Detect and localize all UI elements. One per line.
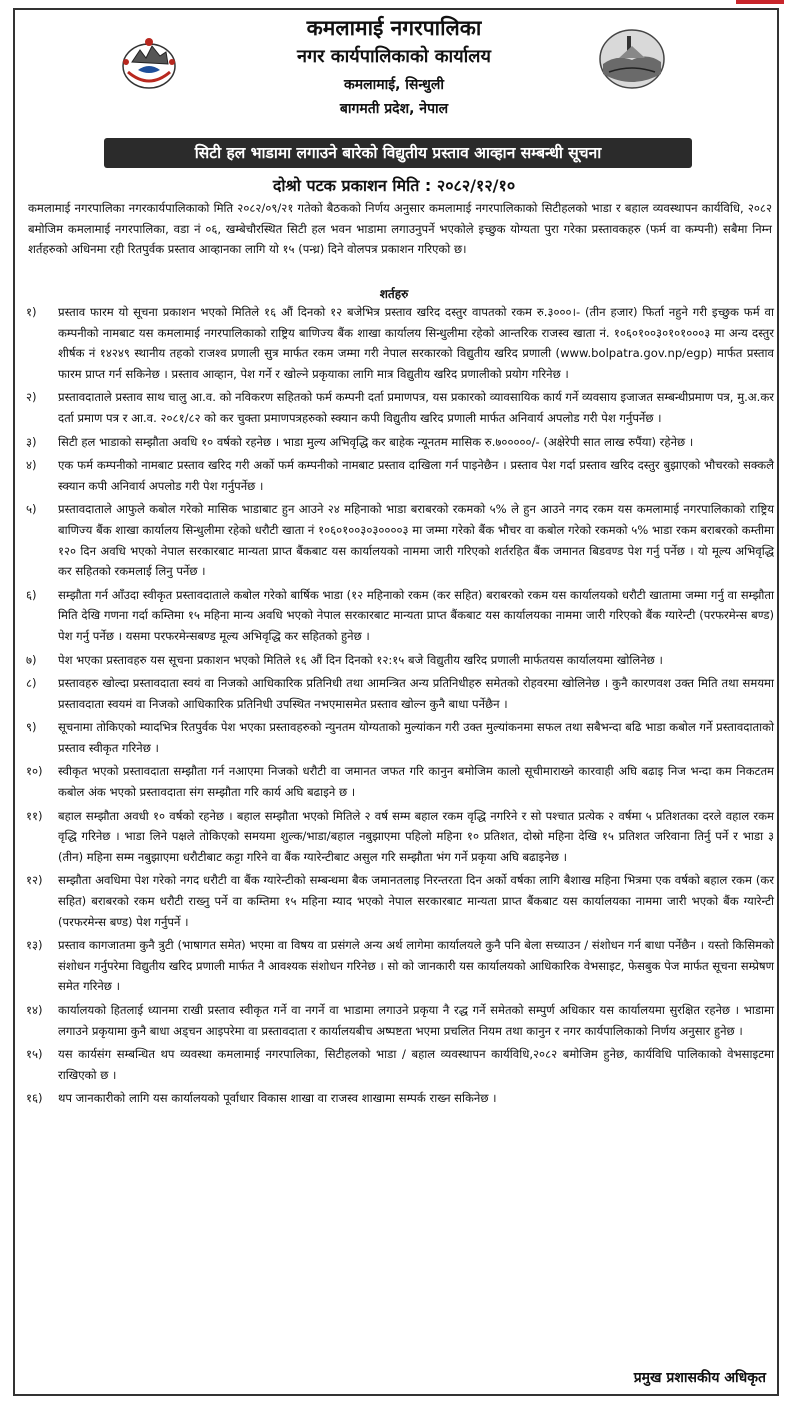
list-item [20,499,774,581]
term-number: ८) [26,676,37,691]
list-item [20,870,774,932]
term-number: ५) [26,502,37,517]
term-text: यस कार्यसंग सम्बन्धित थप व्यवस्था कमलामाई नगरपालिका, सिटीहलको भाडा / बहाल व्यवस्थापन कार्यविधि,२०८२ बमोजिम हुनेछ, कार्यविधि पालिकाको वेभसाइटमा राखिएको छ । [58,1047,774,1082]
list-item [20,1044,774,1085]
list-item [20,717,774,758]
term-number: ४) [26,458,37,473]
office-name: नगर कार्यपालिकाको कार्यालय [297,46,491,67]
term-number: १३) [26,938,43,953]
term-number: ९) [26,720,37,735]
list-item [20,673,774,714]
term-text: सम्झौता अवधिमा पेश गरेको नगद धरौटी वा बैंक ग्यारेन्टीको सम्बन्धमा बैक जमानतलाइ निरन्तरता दिन अर्को वर्षका लागि बैशाख महिना भित्रमा एक वर्षको बहाल रकम (कर सहित) बराबरको रकम धरौटी राख्नु पर्ने वा कम्तिमा १५ महिना म्याद भएको नेपाल सरकारबाट मान्यता प्राप्त बैंकबाट यस कार्यालयका नाममा जारी भएको बैंक ग्यारेन्टी (परफरमेन्स बण्ड) पेश गर्नुपर्ने । [58,873,774,929]
term-number: ३) [26,434,37,449]
term-text: प्रस्तावदाताले प्रस्ताव साथ चालु आ.व. को नविकरण सहितको फर्म कम्पनी दर्ता प्रमाणपत्र, यस प्रकारको व्यावसायिक कार्य गर्ने व्यवसाय इजाजत सम्बन्धीप्रमाण पत्र, मु.अ.कर दर्ता प्रमाण पत्र र आ.व. २०८१/८२ को कर चुक्ता प्रमाणपत्रहरुको स्क्यान कपी विद्युतीय खरिद प्रणाली मार्फत अनिवार्य अपलोड गरी पेश गर्नुपर्नेछ । [58,390,774,425]
term-number: १) [26,305,37,319]
term-text: सिटी हल भाडाको सम्झौता अवधि १० वर्षको रहनेछ । भाडा मुल्य अभिवृद्धि कर बाहेक न्यूनतम मासिक रु.७०००००/- (अक्षेरेपी सात लाख रुपैंया) रहेनेछ । [58,434,694,449]
list-item [20,302,774,384]
list-item [20,1088,774,1109]
term-number: १४) [26,1003,43,1017]
term-text: सूचनामा तोकिएको म्यादभित्र रितपुर्वक पेश भएका प्रस्तावहरुको न्युनतम योग्यताको मुल्यांकन गरी उक्त मुल्यांकनमा सफल तथा सबैभन्दा बढि भाडा कबोल गर्ने प्रस्तावदाताको प्रस्ताव स्वीकृत गरिनेछ । [58,720,774,755]
term-text: पेश भएका प्रस्तावहरु यस सूचना प्रकाशन भएको मितिले १६ औं दिन दिनको १२:१५ बजे विद्युतीय खरिद प्रणाली मार्फतयस कार्यालयमा खोलिनेछ । [58,652,663,667]
list-item [20,432,774,453]
org-province: बागमती प्रदेश, नेपाल [339,101,449,117]
term-text: थप जानकारीको लागि यस कार्यालयको पूर्वाधार विकास शाखा वा राजस्व शाखामा सम्पर्क राख्न सकिनेछ । [58,1091,497,1106]
term-text: प्रस्तावहरु खोल्दा प्रस्तावदाता स्वयं वा निजको आधिकारिक प्रतिनिधी तथा आमन्त्रित अन्य प्रतिनिधीहरु समेतको रोहवरमा खोलिनेछ । कुनै कारणवश उक्त मिति तथा समयमा प्रस्तावदाता स्वयमं वा निजको आधिकारिक प्रतिनिधी उपस्थित नभएमासमेत प्रस्ताव खोल्न कुनै बाधा पर्नेछैन । [58,676,774,711]
list-item [20,761,774,802]
term-number: १२) [26,873,43,888]
term-text: बहाल सम्झौता अवधी १० वर्षको रहनेछ । बहाल सम्झौता भएको मितिले २ वर्ष सम्म बहाल रकम वृद्धि नगरिने र सो पश्चात प्रत्येक २ वर्षमा ५ प्रतिशतका दरले वहाल रकम वृद्धि गरिनेछ । भाडा लिने पक्षले तोकिएको समयमा शुल्क/भाडा/बहाल नबुझाएमा पहिलो महिना १० प्रतिशत, दोस्रो महिना देखि १५ प्रतिशत जरिवाना तिर्नु पर्ने र भाडा ३ (तीन) महिना सम्म नबुझाएमा धरौटीबाट कट्टा गरिने वा बैंक ग्यारेन्टीबाट असुल गरि सम्झौता भंग गर्ने प्रकृया अघि बढाइनेछ । [58,808,774,864]
list-item [20,1000,774,1041]
term-text: प्रस्ताव कागजातमा कुनै त्रुटी (भाषागत समेत) भएमा वा विषय वा प्रसंगले अन्य अर्थ लागेमा कार्यालयले कुनै पनि बेला सच्याउन / संशोधन गर्न बाधा पर्नेछैन । यस्तो किसिमको संशोधन गर्नुपरेमा विद्युतीय खरिद प्रणाली मार्फत नै आवश्यक संशोधन गरिनेछ । सो को जानकारी यस कार्यालयको आधिकारिक वेभसाइट, फेसबुक पेज मार्फत सूचना सम्प्रेषण समेत गरिनेछ । [58,938,774,994]
list-item [20,650,774,671]
org-name: कमलामाई नगरपालिका [306,16,482,40]
term-number: ७) [26,652,37,667]
term-number: ११) [26,808,43,823]
signature: प्रमुख प्रशासकीय अधिकृत [633,1370,766,1386]
list-item [20,455,774,496]
publication-date: दोश्रो पटक प्रकाशन मिति : २०८२/१२/१० [272,176,516,195]
term-text: कार्यालयको हितलाई ध्यानमा राखी प्रस्ताव स्वीकृत गर्ने वा नगर्ने वा भाडामा लगाउने प्रकृया नै रद्ध गर्ने समेतको सम्पुर्ण अधिकार यस कार्यालयमा सुरक्षित रहनेछ । भाडामा लगाउने प्रकृयामा कुनै बाधा अड्चन आइपरेमा वा प्रस्तावदाता र कार्यालयबीच अष्पष्टता भएमा प्रचलित नियम तथा कानुन र नगर कार्यपालिकाको निर्णय अनुसार हुनेछ । [58,1003,774,1038]
terms-heading: शर्तहरु [379,287,409,301]
list-item [20,585,774,647]
term-text: सम्झौता गर्न आँउदा स्वीकृत प्रस्तावदाताले कबोल गरेको बार्षिक भाडा (१२ महिनाको रकम (कर सहित) बराबरको रकम यस कार्यालयको धरौटी खातामा जम्मा गर्नु वा सम्झौता मिति देखि गणना गर्दा कम्तिमा १५ महिना मान्य अवधि भएको नेपाल सरकारबाट मान्यता प्राप्त बैंकबाट यस कार्यालयका नाममा जारी गरिएको बैंक ग्यारेन्टी (परफरमेन्स बण्ड) पेश गर्नु पर्नेछ । यसमा परफरमेन्सबण्ड मूल्य अभिवृद्धि कर सहितको हुनेछ । [58,587,774,643]
intro-paragraph: कमलामाई नगरपालिका नगरकार्यपालिकाको मिति २०८२/०९/२१ गतेको बैठकको निर्णय अनुसार कमलामाई नगरपालिकाको सिटीहलको भाडा र बहाल व्यवस्थापन कार्यविधि, २०८२ बमोजिम कमलामाई नगरपालिका, वडा नं ०६, खम्बेचौरस्थित सिटी हल भवन भाडामा लगाउनुपर्ने भएकोले इच्छुक योग्यता पुरा गरेका प्रस्तावकहरु (फर्म वा कम्पनी) सबैमा निम्न शर्तहरुको अधिनमा रही रितपुर्वक प्रस्ताव आव्हानका लागि यो १५ (पन्ध्र) दिने वोलपत्र प्रकाशन गरिएको छ। [28,201,772,257]
term-text: स्वीकृत भएको प्रस्तावदाता सम्झौता गर्न नआएमा निजको धरौटी वा जमानत जफत गरि कानुन बमोजिम कालो सूचीमाराख्ने कारवाही अघि बढाइ निज भन्दा कम निकटतम कबोल अंक भएको प्रस्तावदाता संग सम्झौता गरि कार्य अघि बढाइने छ । [58,764,774,800]
notice-header [0,0,788,140]
list-item [20,935,774,997]
term-number: २) [26,390,37,405]
term-number: १६) [26,1091,43,1106]
terms-list [20,302,774,1112]
term-text: प्रस्तावदाताले आफुले कबोल गरेको मासिक भाडाबाट हुन आउने २४ महिनाको भाडा बराबरको रकमको ५% ले हुन आउने नगद रकम यस कमलामाई नगरपालिकाको राष्ट्रिय बाणिज्य बैंक शाखा कार्यालय सिन्धुलीमा रहेको धरौटी खाता नं १०६०१००३०३००००३ मा जम्मा गरेको बैंक भौचर वा कबोल गरेको रकमको ५% भाडा रकम बराबरको कम्तीमा १२० दिन अवधि भएको नेपाल सरकारबाट मान्यता प्राप्त बैंकबाट यस कार्यालयको नाममा जारी गरिएको शर्तरहित बैंक जमानत बिडवण्ड पेश गर्नु पर्नेछ । यो मूल्य अभिवृद्धि कर सहितको रकमलाई लिनु पर्नेछ । [58,502,774,579]
term-number: १०) [26,764,43,779]
org-address: कमलामाई, सिन्धुली [343,77,444,93]
term-text: एक फर्म कम्पनीको नामबाट प्रस्ताव खरिद गरी अर्को फर्म कम्पनीको नामबाट प्रस्ताव दाखिला गर्न पाइनेछैन । प्रस्ताव पेश गर्दा प्रस्ताव खरिद दस्तुर बुझाएको भौचरको सक्कलै स्क्यान कपी अनिवार्य अपलोड गरी पेश गर्नुपर्नेछ । [58,458,774,493]
list-item [20,387,774,428]
term-text: प्रस्ताव फारम यो सूचना प्रकाशन भएको मितिले १६ औं दिनको १२ बजेभित्र प्रस्ताव खरिद दस्तुर वापतको रकम रु.३०००।- (तीन हजार) फिर्ता नहुने गरी इच्छुक फर्म वा कम्पनीको नामबाट यस कमलामाई नगरपालिकाको राष्ट्रिय बाणिज्य बैंक शाखा कार्यालय सिन्धुलीमा रहेको आन्तरिक राजस्व खाता नं. १०६०१००३०१०१०००३ मा अन्य दस्तुर शीर्षक नं १४२४९ स्थानीय तहको राजश्व प्रणाली सुत्र मार्फत रकम जम्मा गरी नेपाल सरकारको विद्युतीय खरिद प्रणाली (www.bolpatra.gov.np/egp) मार्फत प्रस्ताव फारम प्राप्त गर्न सकिनेछ । प्रस्ताव आव्हान, पेश गर्ने र खोल्ने प्रकृयाका लागि मात्र विद्युतीय खरिद प्रणालीको प्रयोग गरिनेछ । [58,305,774,381]
term-number: १५) [26,1047,43,1062]
term-number: ६) [26,587,37,602]
notice-title: सिटी हल भाडामा लगाउने बारेको विद्युतीय प्रस्ताव आव्हान सम्बन्धी सूचना [104,138,692,168]
list-item [20,806,774,868]
